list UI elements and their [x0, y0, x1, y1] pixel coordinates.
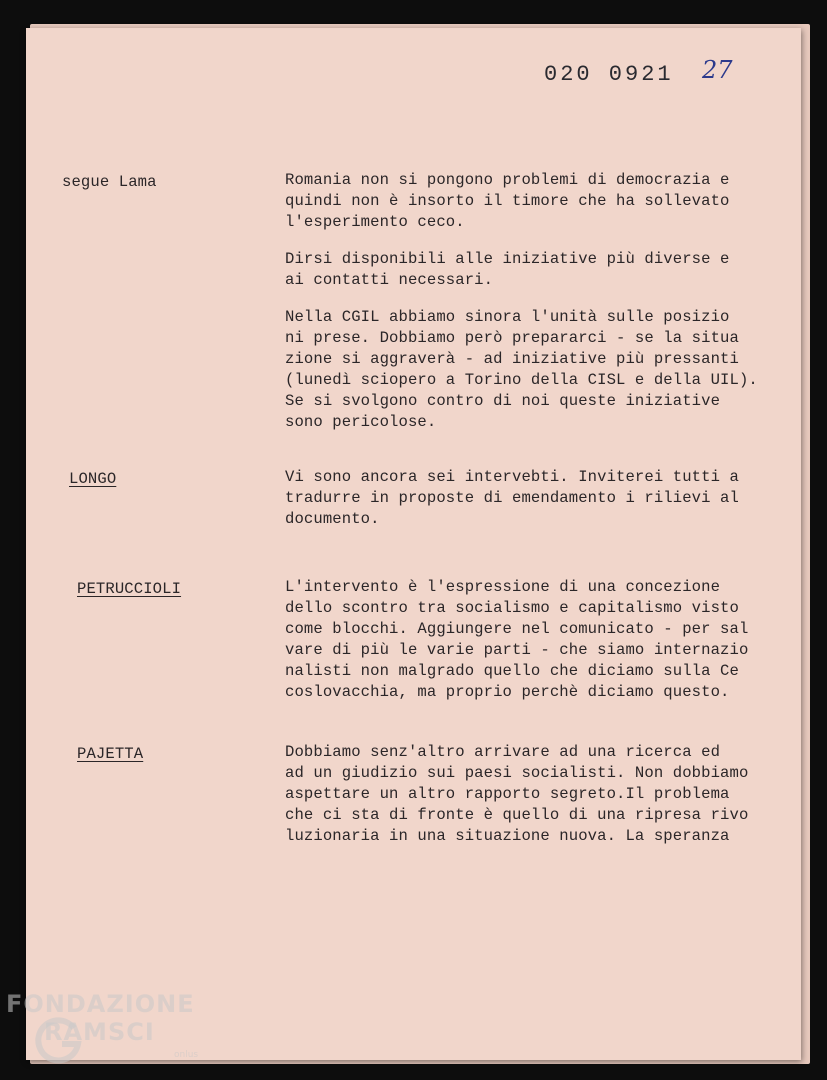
text-line: quindi non è insorto il timore che ha sollevato — [285, 192, 730, 210]
text-line: dello scontro tra socialismo e capitalismo visto — [285, 599, 739, 617]
paragraph — [285, 577, 785, 703]
text-line: Nella CGIL abbiamo sinora l'unità sulle posizio — [285, 308, 730, 326]
paragraph — [285, 307, 785, 433]
text-line: che ci sta di fronte è quello di una ripresa rivo — [285, 806, 749, 824]
watermark-line1: FONDAZIONE — [6, 990, 195, 1018]
text-line: aspettare un altro rapporto segreto.Il problema — [285, 785, 730, 803]
speech-pajetta — [285, 742, 785, 863]
paragraph — [285, 742, 785, 847]
speaker-segue-lama: segue Lama — [62, 173, 157, 191]
watermark-logo — [6, 990, 195, 1046]
watermark-line2: RAMSCI — [44, 1018, 155, 1046]
paragraph — [285, 249, 785, 291]
text-line: Dirsi disponibili alle iniziative più diverse e — [285, 250, 730, 268]
text-line: sono pericolose. — [285, 413, 437, 431]
archive-number: 020 0921 — [544, 62, 674, 87]
speech-segue-lama — [285, 170, 785, 449]
text-line: zione si aggraverà - ad iniziative più pressanti — [285, 350, 739, 368]
text-line: vare di più le varie parti - che siamo internazio — [285, 641, 749, 659]
paragraph — [285, 467, 785, 530]
text-line: Romania non si pongono problemi di democrazia e — [285, 171, 730, 189]
typewritten-page — [26, 28, 801, 1060]
text-line: (lunedì sciopero a Torino della CISL e della UIL). — [285, 371, 758, 389]
text-line: come blocchi. Aggiungere nel comunicato - per sal — [285, 620, 749, 638]
text-line: luzionaria in una situazione nuova. La speranza — [285, 827, 730, 845]
speech-petruccioli — [285, 577, 785, 719]
text-line: Dobbiamo senz'altro arrivare ad una ricerca ed — [285, 743, 721, 761]
text-line: ai contatti necessari. — [285, 271, 494, 289]
text-line: Vi sono ancora sei intervebti. Inviterei tutti a — [285, 468, 739, 486]
text-line: coslovacchia, ma proprio perchè diciamo questo. — [285, 683, 730, 701]
text-line: ad un giudizio sui paesi socialisti. Non dobbiamo — [285, 764, 749, 782]
text-line: nalisti non malgrado quello che diciamo sulla Ce — [285, 662, 739, 680]
speaker-petruccioli: PETRUCCIOLI — [77, 580, 182, 598]
paragraph — [285, 170, 785, 233]
speaker-longo: LONGO — [69, 470, 117, 488]
handwritten-page-number: 27 — [702, 56, 733, 84]
speaker-pajetta: PAJETTA — [77, 745, 144, 763]
text-line: Se si svolgono contro di noi queste iniziative — [285, 392, 721, 410]
text-line: ni prese. Dobbiamo però prepararci - se la situa — [285, 329, 739, 347]
speech-longo — [285, 467, 785, 546]
text-line: tradurre in proposte di emendamento i rilievi al — [285, 489, 739, 507]
watermark-sub: onlus — [174, 1050, 199, 1060]
text-line: l'esperimento ceco. — [285, 213, 465, 231]
text-line: documento. — [285, 510, 380, 528]
text-line: L'intervento è l'espressione di una concezione — [285, 578, 721, 596]
